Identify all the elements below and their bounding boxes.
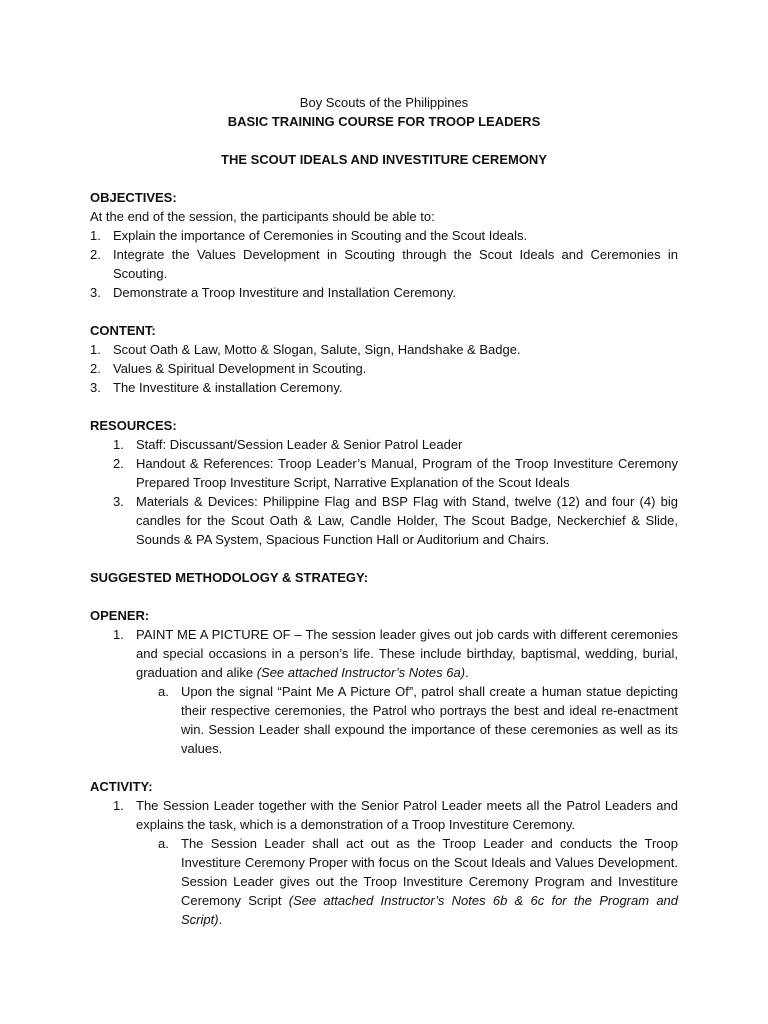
list-item: 1. Explain the importance of Ceremonies in Scouting and the Scout Ideals.: [90, 228, 528, 243]
activity-heading: ACTIVITY:: [90, 779, 153, 794]
document-page: [90, 93, 678, 929]
objectives-list: [90, 226, 678, 302]
resources-heading: RESOURCES:: [90, 418, 177, 433]
list-item: 3. Demonstrate a Troop Investiture and Installation Ceremony.: [90, 285, 456, 300]
course-title: BASIC TRAINING COURSE FOR TROOP LEADERS: [227, 114, 541, 129]
resources-list: [90, 435, 678, 549]
list-item: 1. The Session Leader together with the Senior Patrol Leader meets all the Patrol Leaders and explains the task, which is a demonstration of a Troop Investiture Ceremony.: [113, 798, 678, 832]
list-item: 2. Values & Spiritual Development in Scouting.: [90, 361, 367, 376]
list-item: a. The Session Leader shall act out as the Troop Leader and conducts the Troop Investiture Ceremony Proper with focus on the Scout Ideals and Values Development. Session Leader gives out the Troop Investiture Ceremony Program and Investiture Ceremony Script (See attached Instructor’s Notes 6b & 6c for the Program and Script).: [158, 836, 679, 927]
list-item: 1. Scout Oath & Law, Motto & Slogan, Salute, Sign, Handshake & Badge.: [90, 342, 521, 357]
opener-heading: OPENER:: [90, 608, 150, 623]
session-title: THE SCOUT IDEALS AND INVESTITURE CEREMONY: [221, 152, 547, 167]
methodology-heading: SUGGESTED METHODOLOGY & STRATEGY:: [90, 570, 369, 585]
org-name: Boy Scouts of the Philippines: [299, 95, 469, 110]
resources-section: [90, 416, 678, 549]
content-list: [90, 340, 678, 397]
list-item: 3. Materials & Devices: Philippine Flag and BSP Flag with Stand, twelve (12) and four (4) big candles for the Scout Oath & Law, Candle Holder, The Scout Badge, Neckerchief & Slide, Sounds & PA System, Spacious Function Hall or Auditorium and Chairs.: [113, 494, 678, 547]
list-item: 3. The Investiture & installation Ceremony.: [90, 380, 343, 395]
objectives-intro: At the end of the session, the participants should be able to:: [90, 209, 435, 224]
objectives-section: [90, 188, 678, 302]
objectives-heading: OBJECTIVES:: [90, 190, 177, 205]
list-item: 2. Integrate the Values Development in Scouting through the Scout Ideals and Ceremonies in Scouting.: [90, 247, 678, 281]
list-item: 1. Staff: Discussant/Session Leader & Senior Patrol Leader: [113, 437, 463, 452]
content-section: [90, 321, 678, 397]
content-heading: CONTENT:: [90, 323, 156, 338]
list-item: 1. PAINT ME A PICTURE OF – The session leader gives out job cards with different ceremonies and special occasions in a person’s life. These include birthday, baptismal, wedding, burial, graduation and alike (See attached Instructor’s Notes 6a).: [113, 627, 678, 680]
activity-section: [90, 777, 678, 929]
list-item: 2. Handout & References: Troop Leader’s Manual, Program of the Troop Investiture Ceremony Prepared Troop Investiture Script, Narrative Explanation of the Scout Ideals: [113, 456, 678, 490]
list-item: a. Upon the signal “Paint Me A Picture Of”, patrol shall create a human statue depicting their respective ceremonies, the Patrol who portrays the best and ideal re-enactment win. Session Leader shall expound the importance of these ceremonies as well as its values.: [158, 684, 678, 756]
instructor-note-ref: (See attached Instructor’s Notes 6a): [256, 665, 466, 680]
opener-section: [90, 606, 678, 758]
instructor-note-ref: (See attached Instructor’s Notes 6b & 6c for the Program and Script): [181, 893, 679, 927]
